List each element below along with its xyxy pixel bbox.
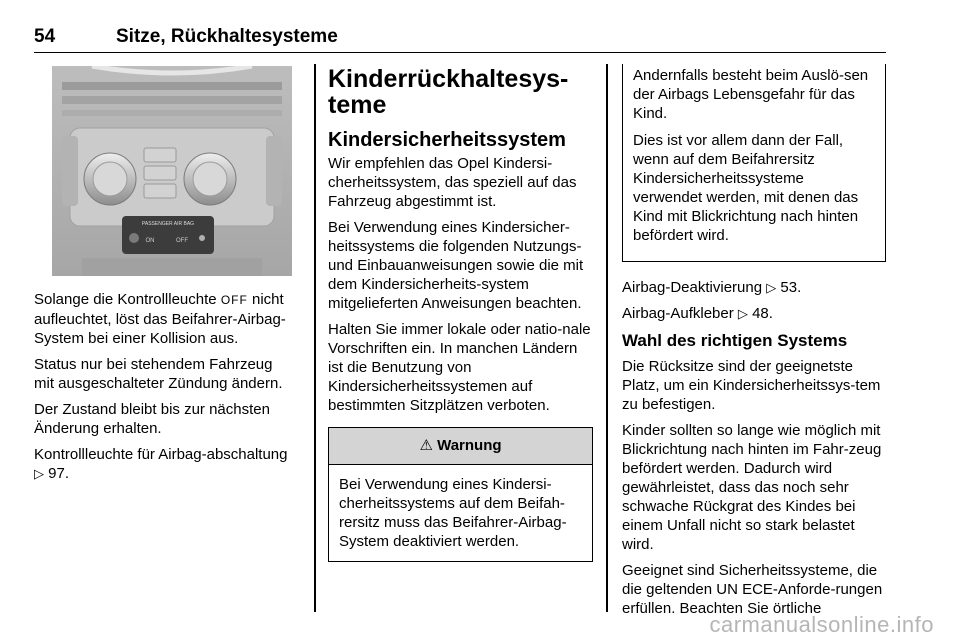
warning-header bbox=[329, 428, 592, 465]
page-reference-icon: ▷ bbox=[34, 466, 44, 481]
reference-text: Airbag-Aufkleber bbox=[622, 305, 734, 322]
warning-triangle-icon: ⚠ bbox=[419, 437, 433, 454]
dashboard-illustration bbox=[52, 66, 292, 276]
airbag-on-label: ON bbox=[145, 238, 155, 244]
paragraph: Der Zustand bleibt bis zur nächsten Änderung erhalten. bbox=[34, 401, 270, 437]
column-2 bbox=[328, 64, 593, 562]
airbag-panel-photo bbox=[52, 66, 292, 276]
paragraph bbox=[34, 290, 296, 348]
running-title: Sitze, Rückhaltesysteme bbox=[116, 26, 338, 47]
page-header bbox=[34, 26, 886, 53]
airbag-off-indicator-icon: OFF bbox=[220, 293, 248, 307]
section-heading: Kinderrückhaltesys-teme bbox=[328, 65, 569, 119]
paragraph: Kinder sollten so lange wie möglich mit Blickrichtung nach hinten im Fahr-zeug befördert werden. Dadurch wird gewährleistet, dass das noch sehr schwache Rückgrat des Kindes bei einem Unfall nicht so stark belastet wird. bbox=[622, 422, 882, 553]
page-reference-link[interactable]: 97. bbox=[48, 465, 70, 482]
page-number: 54 bbox=[34, 26, 56, 47]
paragraph: Geeignet sind Sicherheitssysteme, die die geltenden UN ECE-Anforde-rungen erfüllen. Beachten Sie örtliche bbox=[622, 562, 883, 617]
page-reference-link[interactable]: 53. bbox=[780, 279, 802, 296]
column-1 bbox=[34, 290, 296, 490]
cross-reference bbox=[622, 278, 886, 297]
warning-box bbox=[328, 427, 593, 562]
column-3 bbox=[622, 64, 886, 625]
warning-continuation-box bbox=[622, 64, 886, 262]
column-divider-1 bbox=[314, 64, 316, 612]
warning-body: Bei Verwendung eines Kindersi-cherheitssystems auf dem Beifah-rersitz muss das Beifahrer-Airbag-System deaktiviert werden. bbox=[339, 476, 567, 550]
column-divider-2 bbox=[606, 64, 608, 612]
page-reference-icon: ▷ bbox=[737, 306, 748, 321]
airbag-label: PASSENGER AIR BAG bbox=[141, 221, 195, 227]
paragraph: Die Rücksitze sind der geeignetste Platz, um ein Kindersicherheitssys-tem zu befestigen. bbox=[622, 358, 881, 413]
paragraph-text: Solange die Kontrollleuchte bbox=[34, 291, 217, 308]
paragraph: Status nur bei stehendem Fahrzeug mit ausgeschalteter Zündung ändern. bbox=[34, 356, 283, 392]
cross-reference bbox=[622, 304, 886, 323]
page-reference-link[interactable]: 48. bbox=[752, 305, 773, 322]
paragraph bbox=[34, 445, 296, 483]
paragraph: Dies ist vor allem dann der Fall, wenn auf dem Beifahrersitz Kindersicherheitssysteme verwendet werden, mit denen das Kind mit Blickrichtung nach hinten befördert wird. bbox=[633, 132, 859, 244]
paragraph: Wir empfehlen das Opel Kindersi-cherheitssystem, das speziell auf das Fahrzeug abgestimmt ist. bbox=[328, 155, 577, 210]
paragraph: Andernfalls besteht beim Auslö-sen der Airbags Lebensgefahr für das Kind. bbox=[633, 67, 869, 122]
subsection-heading: Kindersicherheitssystem bbox=[328, 129, 566, 151]
page-reference-icon: ▷ bbox=[766, 280, 777, 295]
paragraph-text: nicht aufleuchtet, löst das Beifahrer-Airbag-System bei einer Kollision aus. bbox=[34, 291, 286, 347]
watermark: carmanualsonline.info bbox=[709, 612, 934, 637]
paragraph-text: Kontrollleuchte für Airbag-abschaltung bbox=[34, 446, 288, 463]
airbag-off-label: OFF bbox=[176, 238, 188, 244]
reference-text: Airbag-Deaktivierung bbox=[622, 279, 763, 296]
subsection-heading: Wahl des richtigen Systems bbox=[622, 331, 848, 350]
paragraph: Bei Verwendung eines Kindersicher-heitssystems die folgenden Nutzungs- und Einbauanweisungen sowie die mit dem Kindersicherheits-system mitgelieferten Anweisungen beachten. bbox=[328, 219, 584, 312]
paragraph: Halten Sie immer lokale oder natio-nale Vorschriften ein. In manchen Ländern ist die Benutzung von Kindersicherheitssystemen auf bestimmten Sitzplätzen verboten. bbox=[328, 321, 591, 414]
warning-title: Warnung bbox=[437, 437, 502, 454]
